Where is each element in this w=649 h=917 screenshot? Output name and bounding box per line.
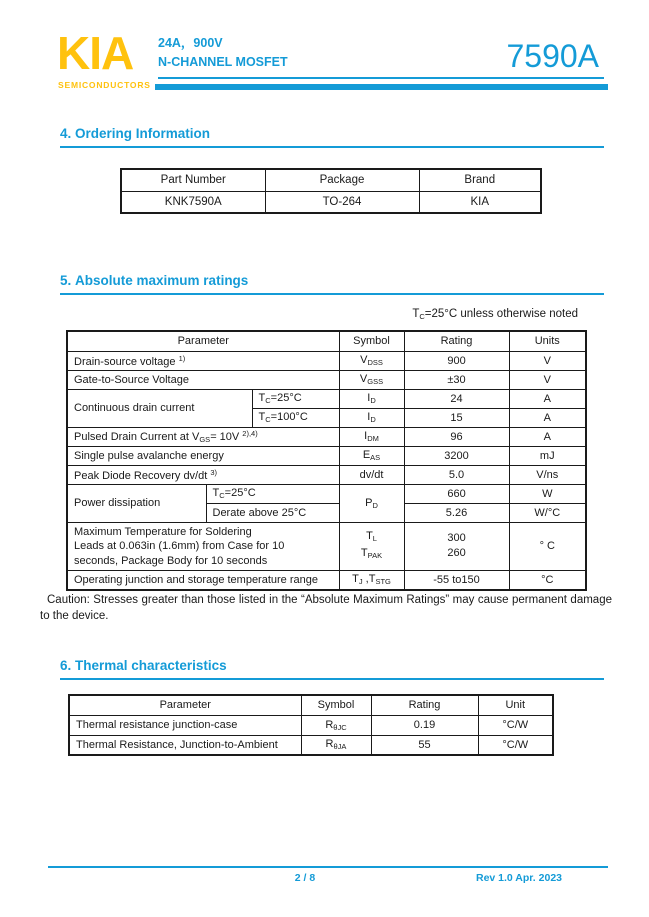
symbol-sub: D — [372, 500, 378, 510]
symbol-base: P — [365, 496, 373, 509]
symbol-cell — [301, 715, 371, 735]
param-sub: GS — [199, 435, 211, 444]
col-header-parameter: Parameter — [69, 695, 301, 715]
spec-line-1: 24A，900V — [158, 36, 223, 50]
table-row-avalanche — [67, 446, 586, 465]
symbol-line — [344, 546, 400, 563]
cond-sub: C — [219, 491, 225, 500]
symbol-cell — [339, 370, 404, 389]
symbol-base: E — [362, 449, 371, 461]
footnote-ref: 3) — [210, 467, 218, 477]
cond-rest: =100°C — [270, 411, 308, 423]
rating-cell: 15 — [404, 408, 509, 427]
symbol-sub: D — [370, 415, 376, 424]
rating-line: 260 — [447, 547, 466, 560]
param-cell: Thermal Resistance, Junction-to-Ambient — [69, 735, 301, 755]
condition-cell — [252, 408, 339, 427]
symbol-base: I — [367, 392, 371, 404]
symbol-base: I — [367, 411, 371, 423]
section-heading-abs-max — [60, 273, 604, 295]
symbol-sub: DM — [367, 434, 379, 443]
unit-cell: W — [509, 484, 586, 503]
section-number: 4. — [60, 126, 72, 141]
symbol-base: I — [364, 430, 368, 442]
param-cell: Continuous drain current — [67, 389, 252, 427]
symbol-cell — [301, 735, 371, 755]
unit-cell: °C/W — [478, 715, 553, 735]
unit-cell: °C/W — [478, 735, 553, 755]
table-header-row — [67, 331, 586, 351]
caution-note: Caution: Stresses greater than those listed in the “Absolute Maximum Ratings” may cause permanent damage to the device. — [40, 594, 612, 622]
page-number: 2 / 8 — [294, 872, 316, 884]
ordering-table — [120, 168, 542, 214]
section-heading-thermal — [60, 658, 604, 680]
param-text: Drain-source voltage — [74, 355, 179, 368]
note-base: T — [412, 308, 420, 320]
symbol-cell — [339, 484, 404, 522]
symbol-separator: , — [362, 573, 369, 586]
absolute-maximum-ratings-table — [66, 330, 587, 591]
param-cell — [67, 522, 339, 571]
device-spec — [158, 34, 288, 72]
unit-cell: A — [509, 408, 586, 427]
rating-cell: ±30 — [404, 370, 509, 389]
col-header-part-number: Part Number — [121, 169, 265, 191]
rating-cell: 900 — [404, 351, 509, 370]
note-sub: C — [419, 312, 425, 321]
unit-cell: °C — [509, 571, 586, 590]
symbol-sub: GSS — [367, 377, 384, 386]
param-cell: Gate-to-Source Voltage — [67, 370, 339, 389]
conditions-note — [66, 308, 578, 321]
symbol-cell — [339, 389, 404, 408]
rating-cell — [404, 522, 509, 571]
table-row-diode-recovery — [67, 465, 586, 484]
symbol-cell — [339, 427, 404, 446]
unit-cell: V — [509, 370, 586, 389]
section-title: Ordering Information — [75, 126, 211, 141]
col-header-symbol: Symbol — [339, 331, 404, 351]
header-rule-thick — [155, 84, 608, 90]
cell-brand: KIA — [419, 191, 541, 213]
col-header-brand: Brand — [419, 169, 541, 191]
param-cell — [67, 427, 339, 446]
table-row-soldering — [67, 522, 586, 571]
rating-cell: 3200 — [404, 446, 509, 465]
col-header-parameter: Parameter — [67, 331, 339, 351]
param-cell — [67, 465, 339, 484]
thermal-characteristics-table — [68, 694, 554, 756]
rating-line: 300 — [447, 532, 466, 545]
param-cell: Thermal resistance junction-case — [69, 715, 301, 735]
param-text: Peak Diode Recovery dv/dt — [74, 469, 211, 482]
col-header-units: Units — [509, 331, 586, 351]
cell-part-number: KNK7590A — [121, 191, 265, 213]
rating-cell: 660 — [404, 484, 509, 503]
symbol-cell — [339, 522, 404, 571]
unit-cell: A — [509, 427, 586, 446]
col-header-rating: Rating — [371, 695, 478, 715]
note-rest: =25°C unless otherwise noted — [424, 308, 578, 320]
symbol-sub: θJA — [333, 742, 347, 752]
table-row-rthjc — [69, 715, 553, 735]
cond-sub: C — [265, 396, 271, 405]
param-text: Pulsed Drain Current at V — [74, 431, 200, 443]
table-header-row — [69, 695, 553, 715]
symbol-sub: PAK — [367, 551, 383, 561]
cond-sub: C — [265, 415, 271, 424]
rating-cell: 0.19 — [371, 715, 478, 735]
revision-label: Rev 1.0 Apr. 2023 — [476, 872, 562, 884]
unit-cell: V — [509, 351, 586, 370]
rating-cell: -55 to150 — [404, 571, 509, 590]
symbol-cell — [339, 408, 404, 427]
condition-cell: Derate above 25°C — [206, 503, 339, 522]
param-cell: Single pulse avalanche energy — [67, 446, 339, 465]
section-number: 6. — [60, 658, 72, 673]
param-cell: Operating junction and storage temperature range — [67, 571, 339, 590]
cond-base: T — [212, 487, 220, 499]
table-header-row — [121, 169, 541, 191]
rating-cell: 24 — [404, 389, 509, 408]
kia-logo-subtitle: SEMICONDUCTORS — [58, 80, 151, 90]
table-row-operating-temp — [67, 571, 586, 590]
symbol-sub: J — [358, 577, 363, 587]
footnote-ref: 1) — [178, 353, 186, 363]
section-number: 5. — [60, 273, 72, 288]
table-row-pulsed-drain — [67, 427, 586, 446]
symbol-sub: STG — [375, 577, 391, 587]
param-cell — [67, 351, 339, 370]
symbol-sub: DSS — [367, 358, 383, 367]
symbol-base: T — [368, 573, 376, 586]
symbol-sub: θJC — [333, 722, 347, 732]
cond-rest: =25°C — [270, 392, 302, 404]
col-header-symbol: Symbol — [301, 695, 371, 715]
symbol-sub: D — [370, 396, 376, 405]
param-cell: Power dissipation — [67, 484, 206, 522]
footnote-ref: 2),4) — [242, 429, 258, 438]
spec-line-2: N-CHANNEL MOSFET — [158, 55, 288, 69]
table-row-rthja — [69, 735, 553, 755]
symbol-base: R — [325, 738, 334, 751]
table-row — [121, 191, 541, 213]
symbol-cell — [339, 571, 404, 590]
unit-cell: mJ — [509, 446, 586, 465]
cell-package: TO-264 — [265, 191, 419, 213]
unit-cell: A — [509, 389, 586, 408]
symbol-base: R — [325, 718, 334, 731]
cond-base: T — [258, 392, 266, 404]
condition-cell — [252, 389, 339, 408]
kia-logo: KIA — [57, 27, 134, 79]
symbol-base: T — [366, 530, 373, 543]
section-title: Thermal characteristics — [75, 658, 227, 673]
symbol-sub: L — [372, 534, 377, 544]
table-row-drain-source — [67, 351, 586, 370]
symbol-cell — [339, 351, 404, 370]
section-title: Absolute maximum ratings — [75, 273, 249, 288]
unit-cell: W/°C — [509, 503, 586, 522]
section-heading-ordering — [60, 126, 604, 148]
cond-base: T — [258, 411, 266, 423]
rating-cell: 55 — [371, 735, 478, 755]
unit-cell: V/ns — [509, 465, 586, 484]
param-line: seconds, Package Body for 10 seconds — [74, 554, 268, 567]
symbol-base: V — [359, 373, 368, 385]
table-row-continuous-drain-1 — [67, 389, 586, 408]
rating-cell: 96 — [404, 427, 509, 446]
rating-cell: 5.26 — [404, 503, 509, 522]
col-header-unit: Unit — [478, 695, 553, 715]
symbol-cell: dv/dt — [339, 465, 404, 484]
header-rule-thin — [158, 77, 604, 79]
cond-rest: =25°C — [224, 487, 256, 499]
symbol-base: V — [360, 354, 368, 366]
unit-cell: ° C — [509, 522, 586, 571]
symbol-sub: AS — [370, 453, 381, 462]
symbol-base: T — [360, 547, 368, 560]
condition-cell — [206, 484, 339, 503]
col-header-rating: Rating — [404, 331, 509, 351]
symbol-base: T — [352, 573, 359, 586]
param-text: = 10V — [210, 431, 243, 443]
rating-cell: 5.0 — [404, 465, 509, 484]
footer-rule — [48, 866, 608, 868]
param-line: Leads at 0.063in (1.6mm) from Case for 10 — [74, 540, 285, 552]
col-header-package: Package — [265, 169, 419, 191]
table-row-power-1 — [67, 484, 586, 503]
symbol-cell — [339, 446, 404, 465]
table-row-gate-source — [67, 370, 586, 389]
param-line: Maximum Temperature for Soldering — [74, 525, 252, 538]
symbol-line — [344, 529, 400, 546]
part-number-title: 7590A — [506, 38, 599, 74]
